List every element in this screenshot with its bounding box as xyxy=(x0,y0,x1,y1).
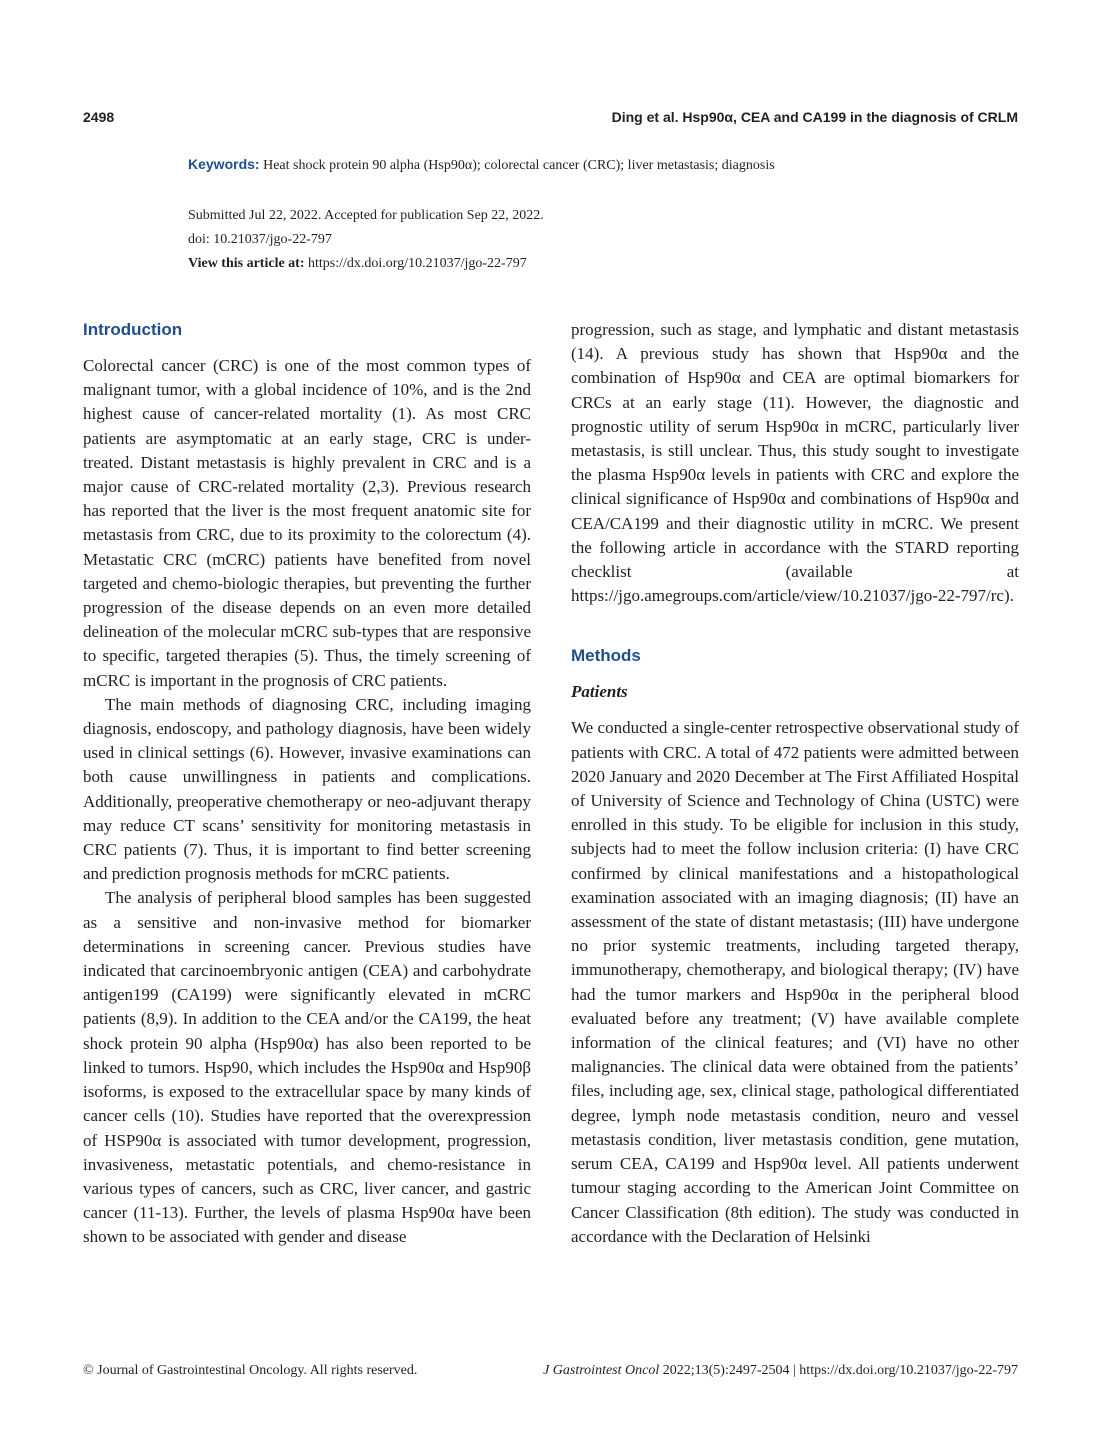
submission-dates: Submitted Jul 22, 2022. Accepted for publication Sep 22, 2022. xyxy=(188,208,544,223)
introduction-heading: Introduction xyxy=(83,320,183,339)
footer-copyright: © Journal of Gastrointestinal Oncology. All rights reserved. xyxy=(83,1363,418,1378)
footer-citation[interactable]: 2022;13(5):2497-2504 | https://dx.doi.org/10.21037/jgo-22-797 xyxy=(659,1363,1018,1378)
article-meta xyxy=(188,204,544,276)
methods-paragraph: We conducted a single-center retrospective observational study of patients with CRC. A total of 472 patients were admitted between 2020 January and 2020 December at The First Affiliated Hospital of University of Science and Technology of China (USTC) were enrolled in this study. To be eligible for inclusion in this study, subjects had to meet the follow inclusion criteria: (I) have CRC confirmed by clinical manifestations and a histopathological examination associated with an imaging diagnosis; (II) have an assessment of the state of distant metastasis; (III) have undergone no prior systemic treatments, including targeted therapy, immunotherapy, chemotherapy, and biological therapy; (IV) have had the tumor markers and Hsp90α in the peripheral blood evaluated before any treatment; (V) have available complete information of the clinical features; and (VI) have no other malignancies. The clinical data were obtained from the patients’ files, including age, sex, clinical stage, pathological differentiated degree, lymph node metastasis condition, neuro and vessel metastasis condition, liver metastasis condition, gene mutation, serum CEA, CA199 and Hsp90α level. All patients underwent tumour staging according to the American Joint Committee on Cancer Classification (8th edition). The study was conducted in accordance with the Declaration of Helsinki xyxy=(571,718,1019,1246)
running-title: Ding et al. Hsp90α, CEA and CA199 in the diagnosis of CRLM xyxy=(611,109,1018,125)
left-column xyxy=(83,318,531,1250)
introduction-paragraph: The analysis of peripheral blood samples has been suggested as a sensitive and non-invasive method for biomarker determinations in screening cancer. Previous studies have indicated that carcinoembryonic antigen (CEA) and carbohydrate antigen199 (CA199) were significantly elevated in mCRC patients (8,9). In addition to the CEA and/or the CA199, the heat shock protein 90 alpha (Hsp90α) has also been reported to be linked to tumors. Hsp90, which includes the Hsp90α and Hsp90β isoforms, is exposed to the extracellular space by many kinds of cancer cells (10). Studies have reported that the overexpression of HSP90α is associated with tumor development, progression, invasiveness, metastatic potentials, and chemo-resistance in various types of cancers, such as CRC, liver cancer, and gastric cancer (11-13). Further, the levels of plasma Hsp90α have been shown to be associated with gender and disease xyxy=(83,888,531,1247)
keywords xyxy=(188,156,775,174)
view-article-line xyxy=(188,252,544,276)
methods-heading: Methods xyxy=(571,646,641,666)
page-number: 2498 xyxy=(83,109,115,125)
introduction-paragraph: Colorectal cancer (CRC) is one of the most common types of malignant tumor, with a global incidence of 10%, and is the 2nd highest cause of cancer-related mortality (1). As most CRC patients are asymptomatic at an early stage, CRC is under-treated. Distant metastasis is highly prevalent in CRC and is a major cause of CRC-related mortality (2,3). Previous research has reported that the liver is the most frequent anatomic site for metastasis from CRC, due to its proximity to the colorectum (4). Metastatic CRC (mCRC) patients have benefited from novel targeted and chemo-biologic therapies, but preventing the further progression of the disease depends on an even more detailed delineation of the molecular mCRC sub-types that are responsive to specific, targeted therapies (5). Thus, the timely screening of mCRC is important in the prognosis of CRC patients. xyxy=(83,356,531,690)
footer-citation-line xyxy=(543,1363,1018,1379)
introduction-paragraph: The main methods of diagnosing CRC, including imaging diagnosis, endoscopy, and pathology diagnosis, have been widely used in clinical settings (6). However, invasive examinations can both cause unwillingness in patients and complications. Additionally, preoperative chemotherapy or neo-adjuvant therapy may reduce CT scans’ sensitivity for monitoring metastasis in CRC patients (7). Thus, it is important to find better screening and prediction prognosis methods for mCRC patients. xyxy=(83,694,531,884)
keywords-label: Keywords: xyxy=(188,156,260,172)
keywords-text: Heat shock protein 90 alpha (Hsp90α); colorectal cancer (CRC); liver metastasis; diagnosis xyxy=(259,158,775,173)
doi: doi: 10.21037/jgo-22-797 xyxy=(188,232,332,247)
introduction-paragraph-continued: progression, such as stage, and lymphatic and distant metastasis (14). A previous study has shown that Hsp90α and the combination of Hsp90α and CEA are optimal biomarkers for CRCs at an early stage (11). However, the diagnostic and prognostic utility of serum Hsp90α in mCRC, particularly liver metastasis, is still unclear. Thus, this study sought to investigate the plasma Hsp90α levels in patients with CRC and explore the clinical significance of Hsp90α and combinations of Hsp90α and CEA/CA199 and their diagnostic utility in mCRC. We present the following article in accordance with the STARD reporting checklist (available at https://jgo.amegroups.com/article/view/10.21037/jgo-22-797/rc). xyxy=(571,320,1019,606)
right-column xyxy=(571,318,1019,1249)
patients-subheading: Patients xyxy=(571,682,628,702)
footer-journal: J Gastrointest Oncol xyxy=(543,1363,660,1378)
view-article-label: View this article at: xyxy=(188,256,305,271)
view-article-link[interactable]: https://dx.doi.org/10.21037/jgo-22-797 xyxy=(304,256,527,271)
